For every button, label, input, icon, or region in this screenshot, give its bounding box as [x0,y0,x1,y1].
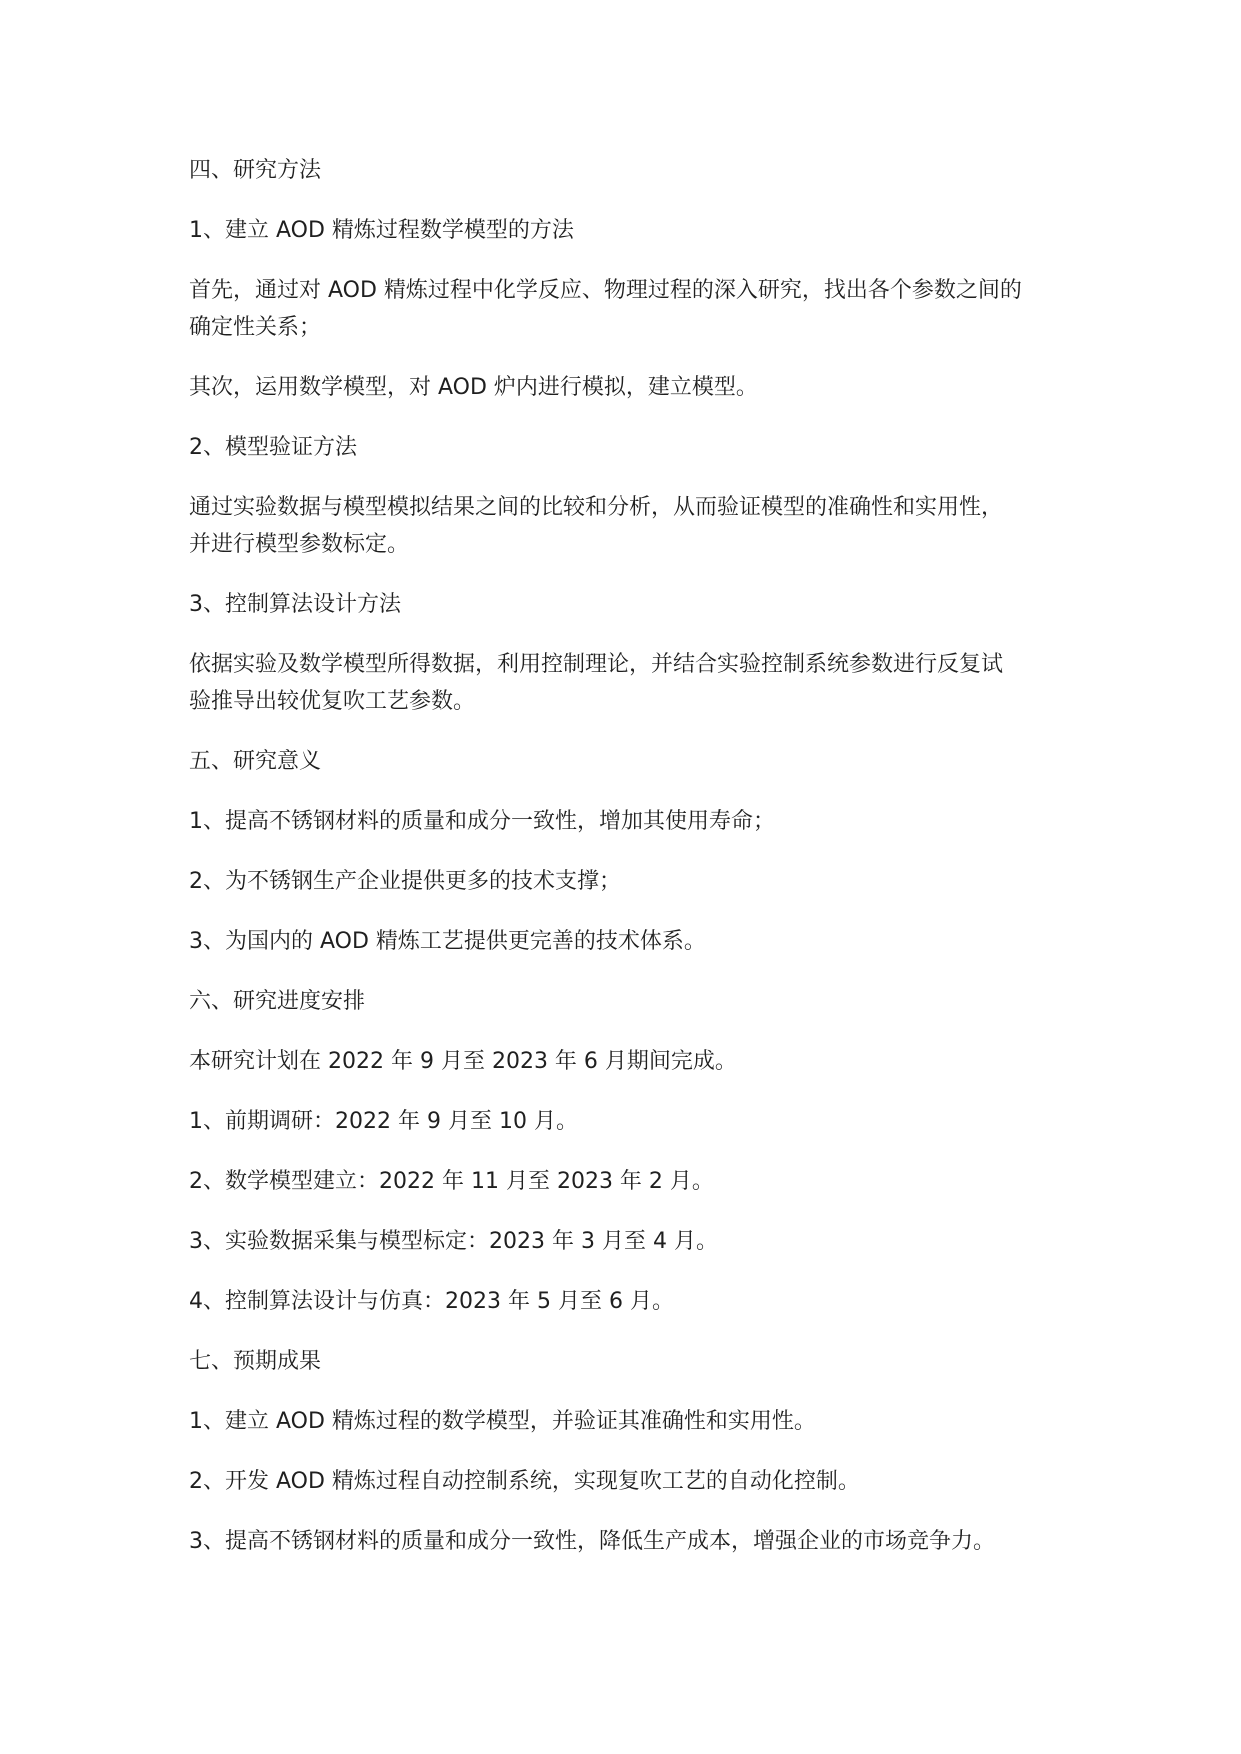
list-item-significance-2: 2、为不锈钢生产企业提供更多的技术支撑； [189,869,621,894]
paragraph-first-step [189,272,1069,346]
list-item-result-1: 1、建立 AOD 精炼过程的数学模型，并验证其准确性和实用性。 [189,1409,816,1434]
paragraph-line: 验推导出较优复吹工艺参数。 [189,689,476,714]
list-item-schedule-2: 2、数学模型建立：2022 年 11 月至 2023 年 2 月。 [189,1169,714,1194]
paragraph-schedule-overview: 本研究计划在 2022 年 9 月至 2023 年 6 月期间完成。 [189,1049,737,1074]
paragraph-line: 并进行模型参数标定。 [189,532,410,557]
list-item-result-2: 2、开发 AOD 精炼过程自动控制系统，实现复吹工艺的自动化控制。 [189,1469,860,1494]
list-item-schedule-1: 1、前期调研：2022 年 9 月至 10 月。 [189,1109,578,1134]
document-body [189,152,1069,1583]
paragraph-line: 通过实验数据与模型模拟结果之间的比较和分析，从而验证模型的准确性和实用性， [189,495,1004,520]
section-heading-significance: 五、研究意义 [189,749,322,774]
list-item-result-3: 3、提高不锈钢材料的质量和成分一致性，降低生产成本，增强企业的市场竞争力。 [189,1529,995,1554]
paragraph-validation [189,489,1069,563]
paragraph-line: 确定性关系； [189,315,322,340]
section-heading-expected-results: 七、预期成果 [189,1349,322,1374]
subheading-model-method: 1、建立 AOD 精炼过程数学模型的方法 [189,218,574,243]
list-item-schedule-3: 3、实验数据采集与模型标定：2023 年 3 月至 4 月。 [189,1229,718,1254]
paragraph-control-algorithm [189,646,1069,720]
list-item-significance-3: 3、为国内的 AOD 精炼工艺提供更完善的技术体系。 [189,929,706,954]
paragraph-second-step: 其次，运用数学模型，对 AOD 炉内进行模拟，建立模型。 [189,375,758,400]
paragraph-line: 依据实验及数学模型所得数据，利用控制理论，并结合实验控制系统参数进行反复试 [189,652,1004,677]
paragraph-line: 首先，通过对 AOD 精炼过程中化学反应、物理过程的深入研究，找出各个参数之间的 [189,278,1022,303]
subheading-model-validation: 2、模型验证方法 [189,435,357,460]
subheading-control-algorithm: 3、控制算法设计方法 [189,592,401,617]
section-heading-schedule: 六、研究进度安排 [189,989,366,1014]
list-item-significance-1: 1、提高不锈钢材料的质量和成分一致性，增加其使用寿命； [189,809,775,834]
list-item-schedule-4: 4、控制算法设计与仿真：2023 年 5 月至 6 月。 [189,1289,674,1314]
section-heading-research-methods: 四、研究方法 [189,158,322,183]
